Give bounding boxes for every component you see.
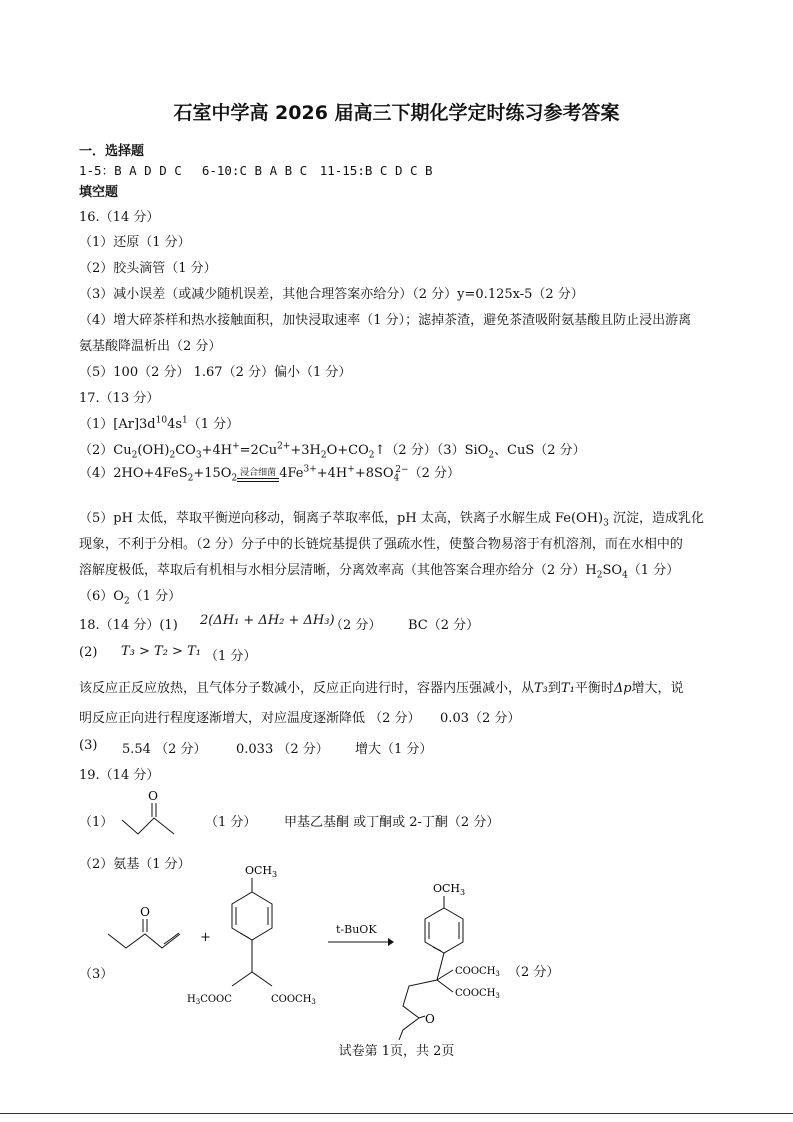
q16-a4-line1: （4）增大碎茶样和热水接触面积，加快浸取速率（1 分）；滤掉茶渣，避免茶渣吸附氨基酸且防止浸出游离 — [79, 313, 692, 328]
q18-temperature-order: T₃ > T₂ > T₁ — [121, 644, 201, 659]
bottom-rule — [0, 1113, 793, 1114]
page-footer: 试卷第 1页，共 2页 — [338, 1044, 455, 1059]
page-title: 石室中学高 2026 届高三下期化学定时练习参考答案 — [173, 102, 620, 124]
q16-a5: （5）100（2 分） 1.67（2 分）偏小（1 分） — [79, 365, 352, 380]
q17-a5-line1: （5）pH 太低，萃取平衡逆向移动，铜离子萃取率低，pH 太高，铁离子水解生成 $Fe(OH)_3$ 沉淀，造成乳化 — [79, 511, 705, 529]
product-structure — [395, 878, 525, 1043]
q18-explain-line1: 该反应正反应放热，且气体分子数减小，反应正向进行时，容器内压强减小，从T₃到T₁平衡时Δp增大，说 — [79, 681, 684, 696]
q16-a4-line2: 氨基酸降温析出（2 分） — [79, 339, 222, 354]
q17-a4-equation: $(4)2HO+4FeS_2+15O_2$ 浸合细菌 $4Fe^{3+}+4H^++8SO_4^{2-}(2$ 分） — [79, 464, 460, 484]
reactant-aryl-malonate — [185, 860, 335, 1010]
svg-text:COOCH3: $COOCH_3$ — [455, 988, 500, 1000]
q16-a2: （2）胶头滴管（1 分） — [79, 261, 217, 276]
q19-head: 19.（14 分） — [79, 768, 160, 783]
q17-head: 17.（13 分） — [79, 391, 160, 406]
svg-text:OCH3: $OCH_3$ — [245, 864, 278, 879]
q18-v3: 增大（1 分） — [355, 742, 433, 757]
reagent-label: t-BuOK — [336, 923, 377, 936]
q19-a1-name: 甲基乙基酮 或丁酮或 2-丁酮（2 分） — [284, 815, 500, 830]
svg-text:COOCH3: $COOCH_3$ — [271, 994, 316, 1006]
q17-a2-a3: $(2)Cu_2(OH)_2CO_3+4H^+=2Cu^{2+}+3H_2O+CO_2↑(2$ 分）（3）SiO$_2$、CuS（2 分） — [79, 441, 586, 461]
q18-bc: BC（2 分） — [408, 618, 480, 633]
q16-a3: （3）减小误差（或减少随机误差，其他合理答案亦给分）（2 分）y=0.125x-5（2 分） — [79, 287, 584, 302]
q18-v1: 5.54 （2 分） — [122, 742, 207, 757]
q17-a6: $(6)O_2(1$ 分） — [79, 589, 182, 607]
q19-a1-label: （1） — [79, 815, 114, 830]
q17-a1: $(1)[Ar]3d^{10}4s^1(1$ 分） — [79, 415, 240, 432]
q18-explain-line2: 明反应正向进行程度逐渐增大，对应温度逐渐降低 （2 分） 0.03（2 分） — [79, 711, 521, 726]
svg-text:OCH3: $OCH_3$ — [433, 882, 466, 897]
q18-p3: (3) — [79, 738, 98, 753]
q18-score-1: （2 分） — [330, 618, 382, 633]
reaction-condition: 浸合细菌 — [237, 465, 279, 482]
q19-a3-label: （3） — [79, 967, 114, 982]
q17-a5-line2: 现象，不利于分相。（2 分）分子中的长链烷基提供了强疏水性，使螯合物易溶于有机溶剂，而在水相中的 — [79, 537, 683, 552]
q18-score-2: （1 分） — [205, 649, 257, 664]
q18-enthalpy-expr: 2(ΔH₁ + ΔH₂ + ΔH₃) — [200, 613, 335, 628]
q18-p2: (2) — [79, 645, 98, 660]
q19-a1-score: （1 分） — [205, 815, 257, 830]
mc-answers: 1-5：B A D D C 6-10:C B A B C 11-15:B C D C B — [79, 163, 433, 178]
reactant-vinyl-ketone — [100, 900, 190, 955]
section-choice-heading: 一．选择题 — [79, 144, 145, 159]
svg-text:H3COOC: $H_3COOC$ — [187, 994, 232, 1006]
q18-v2: 0.033 （2 分） — [236, 742, 329, 757]
q16-head: 16.（14 分） — [79, 210, 160, 225]
svg-text:COOCH3: $COOCH_3$ — [455, 966, 500, 978]
q17-a5-line3: 溶解度极低，萃取后有机相与水相分层清晰，分离效率高（其他答案合理亦给分（2 分）$H_2SO_4(1$ 分） — [79, 563, 680, 581]
plus-sign: + — [200, 930, 211, 945]
svg-text:O: O — [140, 905, 150, 919]
q19-a2: （2）氨基（1 分） — [79, 857, 191, 872]
section-fill-heading: 填空题 — [79, 185, 119, 200]
svg-text:O: O — [148, 789, 158, 803]
reaction-arrow — [328, 937, 394, 947]
q19-a3-score: （2 分） — [508, 965, 560, 980]
butanone-structure — [118, 788, 188, 838]
q16-a1: （1）还原（1 分） — [79, 235, 191, 250]
q18-head: 18.（14 分）(1) — [79, 618, 178, 633]
svg-text:O: O — [425, 1012, 435, 1026]
